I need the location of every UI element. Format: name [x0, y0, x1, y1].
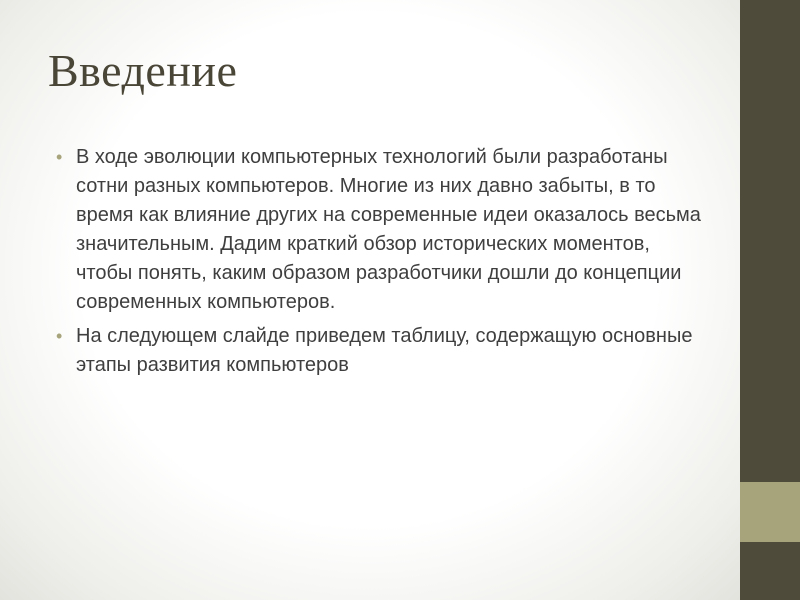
slide-title: Введение: [48, 45, 238, 96]
bullet-dot-icon: •: [56, 147, 63, 167]
bullet-item: [56, 322, 706, 380]
bullet-dot-icon: •: [56, 326, 63, 346]
bullet-list: [56, 143, 706, 385]
bullet-text: На следующем слайде приведем таблицу, содержащую основные этапы развития компьютеров: [76, 325, 693, 376]
decorative-side-accent: [740, 482, 800, 542]
bullet-text: В ходе эволюции компьютерных технологий были разработаны сотни разных компьютеров. Многие из них давно забыты, в то время как влияние других на современные идеи оказалось весьма значительным. Дадим краткий обзор исторических моментов, чтобы понять, каким образом разработчики дошли до концепции современных компьютеров.: [76, 146, 701, 313]
bullet-item: [56, 143, 706, 317]
